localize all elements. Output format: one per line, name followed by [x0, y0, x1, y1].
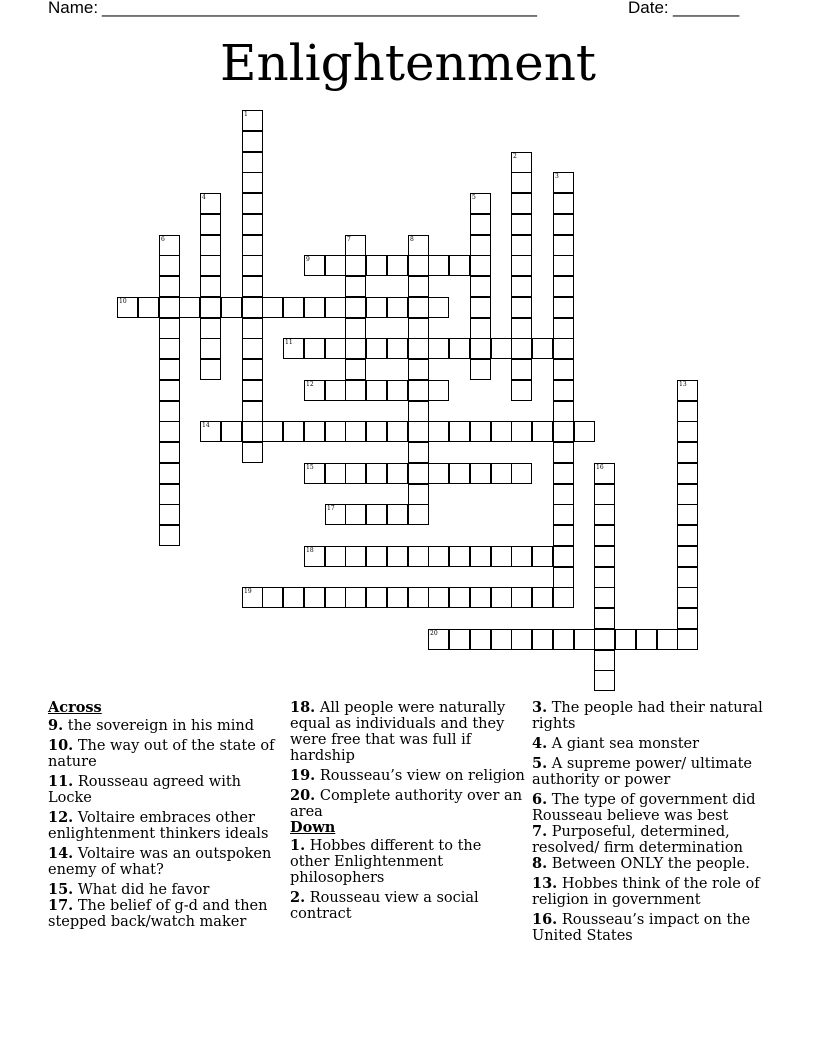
grid-cell[interactable] [553, 297, 574, 318]
clue-number: 19 [244, 588, 252, 595]
grid-cell[interactable] [428, 463, 449, 484]
clue-number: 9 [306, 256, 310, 263]
grid-cell[interactable] [366, 380, 387, 401]
grid-cell[interactable] [325, 338, 346, 359]
clue-down-5: 5. A supreme power/ ultimate authority or power [532, 755, 753, 788]
down-heading: Down [290, 819, 336, 836]
clue-across-14: 14. Voltaire was an outspoken enemy of what? [48, 845, 272, 878]
grid-cell[interactable] [594, 670, 615, 691]
grid-cell[interactable] [242, 276, 263, 297]
across-heading: Across [48, 699, 102, 716]
grid-cell[interactable] [408, 380, 429, 401]
grid-cell[interactable] [553, 255, 574, 276]
grid-cell[interactable] [511, 338, 532, 359]
grid-cell[interactable] [470, 193, 491, 214]
clues-column-3 [532, 700, 772, 948]
clue-down-8: 8. Between ONLY the people. [532, 855, 750, 872]
grid-cell[interactable] [470, 318, 491, 339]
grid-cell[interactable] [242, 297, 263, 318]
grid-cell[interactable] [491, 463, 512, 484]
grid-cell[interactable] [159, 525, 180, 546]
grid-cell[interactable] [428, 380, 449, 401]
clue-number: 17 [327, 505, 335, 512]
grid-cell[interactable] [677, 401, 698, 422]
grid-cell[interactable] [594, 484, 615, 505]
grid-cell[interactable] [677, 504, 698, 525]
grid-cell[interactable] [345, 255, 366, 276]
clue-down-7: 7. Purposeful, determined, resolved/ firm determination [532, 823, 743, 856]
grid-cell[interactable] [159, 338, 180, 359]
grid-cell[interactable] [553, 318, 574, 339]
grid-cell[interactable] [325, 380, 346, 401]
clue-number: 14 [202, 422, 210, 429]
clue-number: 7 [347, 236, 351, 243]
grid-cell[interactable] [449, 629, 470, 650]
grid-cell[interactable] [179, 297, 200, 318]
grid-cell[interactable] [594, 587, 615, 608]
grid-cell[interactable] [449, 463, 470, 484]
grid-cell[interactable] [408, 504, 429, 525]
grid-cell[interactable] [491, 546, 512, 567]
clue-across-17: 17. The belief of g-d and then stepped back/watch maker [48, 897, 268, 930]
clue-number: 5 [472, 194, 476, 201]
grid-cell[interactable] [677, 629, 698, 650]
grid-cell[interactable] [553, 338, 574, 359]
grid-cell[interactable] [511, 235, 532, 256]
grid-cell[interactable] [491, 587, 512, 608]
grid-cell[interactable] [428, 338, 449, 359]
grid-cell[interactable] [242, 380, 263, 401]
grid-cell[interactable] [470, 297, 491, 318]
grid-cell[interactable] [553, 235, 574, 256]
grid-cell[interactable] [511, 359, 532, 380]
grid-cell[interactable] [200, 214, 221, 235]
grid-cell[interactable] [200, 359, 221, 380]
clue-number: 18 [306, 547, 314, 554]
grid-cell[interactable] [449, 255, 470, 276]
clues-column-1 [48, 700, 280, 934]
grid-cell[interactable] [553, 276, 574, 297]
grid-cell[interactable] [242, 587, 263, 608]
grid-cell[interactable] [345, 297, 366, 318]
grid-cell[interactable] [408, 442, 429, 463]
grid-cell[interactable] [408, 318, 429, 339]
grid-cell[interactable] [677, 421, 698, 442]
grid-cell[interactable] [553, 193, 574, 214]
grid-cell[interactable] [428, 629, 449, 650]
grid-cell[interactable] [200, 297, 221, 318]
clue-down-6: 6. The type of government did Rousseau believe was best [532, 791, 756, 824]
grid-cell[interactable] [470, 629, 491, 650]
grid-cell[interactable] [511, 297, 532, 318]
grid-cell[interactable] [677, 442, 698, 463]
grid-cell[interactable] [553, 421, 574, 442]
grid-cell[interactable] [221, 421, 242, 442]
grid-cell[interactable] [553, 587, 574, 608]
clue-down-2: 2. Rousseau view a social contract [290, 889, 479, 922]
grid-cell[interactable] [677, 380, 698, 401]
grid-cell[interactable] [304, 255, 325, 276]
grid-cell[interactable] [408, 359, 429, 380]
grid-cell[interactable] [511, 152, 532, 173]
page-title: Enlightenment [219, 34, 597, 92]
grid-cell[interactable] [242, 110, 263, 131]
grid-cell[interactable] [304, 338, 325, 359]
grid-cell[interactable] [677, 525, 698, 546]
grid-cell[interactable] [511, 318, 532, 339]
grid-cell[interactable] [470, 587, 491, 608]
grid-cell[interactable] [345, 463, 366, 484]
grid-cell[interactable] [242, 318, 263, 339]
grid-cell[interactable] [408, 546, 429, 567]
grid-cell[interactable] [283, 421, 304, 442]
grid-cell[interactable] [283, 587, 304, 608]
clue-number: 10 [119, 298, 127, 305]
clue-across-20: 20. Complete authority over an area [290, 787, 523, 820]
grid-cell[interactable] [677, 608, 698, 629]
grid-cell[interactable] [159, 442, 180, 463]
grid-cell[interactable] [491, 421, 512, 442]
grid-cell[interactable] [387, 380, 408, 401]
grid-cell[interactable] [553, 546, 574, 567]
grid-cell[interactable] [200, 318, 221, 339]
grid-cell[interactable] [159, 318, 180, 339]
header [48, 0, 748, 20]
grid-cell[interactable] [470, 235, 491, 256]
grid-cell[interactable] [159, 421, 180, 442]
grid-cell[interactable] [594, 504, 615, 525]
grid-cell[interactable] [594, 608, 615, 629]
grid-cell[interactable] [304, 297, 325, 318]
grid-cell[interactable] [491, 338, 512, 359]
grid-cell[interactable] [408, 421, 429, 442]
grid-cell[interactable] [242, 442, 263, 463]
grid-cell[interactable] [325, 255, 346, 276]
grid-cell[interactable] [387, 255, 408, 276]
grid-cell[interactable] [387, 546, 408, 567]
grid-cell[interactable] [553, 172, 574, 193]
grid-cell[interactable] [200, 235, 221, 256]
grid-cell[interactable] [553, 359, 574, 380]
grid-cell[interactable] [159, 380, 180, 401]
grid-cell[interactable] [408, 235, 429, 256]
grid-cell[interactable] [366, 255, 387, 276]
grid-cell[interactable] [159, 401, 180, 422]
grid-cell[interactable] [511, 546, 532, 567]
grid-cell[interactable] [366, 297, 387, 318]
grid-cell[interactable] [553, 525, 574, 546]
grid-cell[interactable] [553, 463, 574, 484]
grid-cell[interactable] [345, 338, 366, 359]
name-field[interactable]: ______________________________________________ [102, 0, 537, 17]
grid-cell[interactable] [325, 587, 346, 608]
clue-across-10: 10. The way out of the state of nature [48, 737, 275, 770]
grid-cell[interactable] [345, 276, 366, 297]
grid-cell[interactable] [470, 463, 491, 484]
grid-cell[interactable] [408, 463, 429, 484]
grid-cell[interactable] [408, 276, 429, 297]
grid-cell[interactable] [449, 546, 470, 567]
grid-cell[interactable] [594, 629, 615, 650]
grid-cell[interactable] [408, 587, 429, 608]
grid-cell[interactable] [532, 546, 553, 567]
clue-number: 12 [306, 381, 314, 388]
grid-cell[interactable] [594, 525, 615, 546]
grid-cell[interactable] [117, 297, 138, 318]
grid-cell[interactable] [159, 463, 180, 484]
clue-down-16: 16. Rousseau’s impact on the United States [532, 911, 751, 944]
grid-cell[interactable] [553, 484, 574, 505]
grid-cell[interactable] [470, 255, 491, 276]
grid-cell[interactable] [387, 297, 408, 318]
grid-cell[interactable] [532, 338, 553, 359]
clue-number: 13 [679, 381, 687, 388]
grid-cell[interactable] [387, 338, 408, 359]
grid-cell[interactable] [242, 359, 263, 380]
grid-cell[interactable] [242, 172, 263, 193]
grid-cell[interactable] [304, 421, 325, 442]
grid-cell[interactable] [200, 255, 221, 276]
clue-number: 4 [202, 194, 206, 201]
clue-number: 6 [161, 236, 165, 243]
grid-cell[interactable] [428, 546, 449, 567]
date-field[interactable]: _______ [673, 0, 740, 17]
grid-cell[interactable] [387, 463, 408, 484]
grid-cell[interactable] [366, 463, 387, 484]
clue-number: 16 [596, 464, 604, 471]
grid-cell[interactable] [345, 504, 366, 525]
clue-number: 15 [306, 464, 314, 471]
clue-across-19: 19. Rousseau’s view on religion [290, 767, 525, 784]
grid-cell[interactable] [242, 421, 263, 442]
grid-cell[interactable] [325, 546, 346, 567]
grid-cell[interactable] [345, 359, 366, 380]
grid-cell[interactable] [636, 629, 657, 650]
grid-cell[interactable] [387, 421, 408, 442]
grid-cell[interactable] [574, 629, 595, 650]
date-label: Date: [628, 0, 669, 17]
grid-cell[interactable] [532, 587, 553, 608]
grid-cell[interactable] [553, 629, 574, 650]
clue-across-12: 12. Voltaire embraces other enlightenment thinkers ideals [48, 809, 269, 842]
grid-cell[interactable] [304, 587, 325, 608]
clue-across-9: 9. the sovereign in his mind [48, 717, 255, 734]
grid-cell[interactable] [470, 214, 491, 235]
grid-cell[interactable] [677, 484, 698, 505]
grid-cell[interactable] [511, 629, 532, 650]
grid-cell[interactable] [242, 401, 263, 422]
grid-cell[interactable] [304, 463, 325, 484]
grid-cell[interactable] [345, 235, 366, 256]
grid-cell[interactable] [428, 255, 449, 276]
grid-cell[interactable] [159, 255, 180, 276]
grid-cell[interactable] [553, 401, 574, 422]
grid-cell[interactable] [325, 463, 346, 484]
grid-cell[interactable] [242, 152, 263, 173]
grid-cell[interactable] [428, 297, 449, 318]
grid-cell[interactable] [366, 504, 387, 525]
grid-cell[interactable] [159, 297, 180, 318]
grid-cell[interactable] [242, 193, 263, 214]
grid-cell[interactable] [200, 338, 221, 359]
grid-cell[interactable] [366, 421, 387, 442]
grid-cell[interactable] [366, 338, 387, 359]
clue-down-4: 4. A giant sea monster [532, 735, 700, 752]
grid-cell[interactable] [366, 546, 387, 567]
grid-cell[interactable] [470, 276, 491, 297]
grid-cell[interactable] [345, 318, 366, 339]
grid-cell[interactable] [428, 587, 449, 608]
grid-cell[interactable] [470, 359, 491, 380]
clues-column-2 [290, 700, 525, 926]
grid-cell[interactable] [657, 629, 678, 650]
grid-cell[interactable] [242, 131, 263, 152]
grid-cell[interactable] [470, 338, 491, 359]
clue-number: 20 [430, 630, 438, 637]
grid-cell[interactable] [449, 338, 470, 359]
grid-cell[interactable] [511, 172, 532, 193]
clue-down-3: 3. The people had their natural rights [532, 699, 763, 732]
grid-cell[interactable] [325, 421, 346, 442]
grid-cell[interactable] [677, 546, 698, 567]
grid-cell[interactable] [387, 504, 408, 525]
grid-cell[interactable] [304, 546, 325, 567]
grid-cell[interactable] [408, 484, 429, 505]
clue-down-1: 1. Hobbes different to the other Enlightenment philosophers [290, 837, 482, 886]
grid-cell[interactable] [532, 629, 553, 650]
name-label: Name: [48, 0, 99, 17]
grid-cell[interactable] [325, 504, 346, 525]
grid-cell[interactable] [200, 193, 221, 214]
grid-cell[interactable] [345, 421, 366, 442]
grid-cell[interactable] [408, 255, 429, 276]
grid-cell[interactable] [449, 421, 470, 442]
grid-cell[interactable] [594, 650, 615, 671]
grid-cell[interactable] [345, 587, 366, 608]
grid-cell[interactable] [159, 484, 180, 505]
grid-cell[interactable] [553, 504, 574, 525]
grid-cell[interactable] [449, 587, 470, 608]
grid-cell[interactable] [594, 567, 615, 588]
grid-cell[interactable] [304, 380, 325, 401]
grid-cell[interactable] [200, 421, 221, 442]
clue-number: 8 [410, 236, 414, 243]
grid-cell[interactable] [283, 297, 304, 318]
clue-number: 1 [244, 111, 248, 118]
grid-cell[interactable] [615, 629, 636, 650]
clue-across-11: 11. Rousseau agreed with Locke [48, 773, 242, 806]
grid-cell[interactable] [511, 463, 532, 484]
grid-cell[interactable] [553, 567, 574, 588]
grid-cell[interactable] [345, 380, 366, 401]
grid-cell[interactable] [511, 214, 532, 235]
grid-cell[interactable] [242, 214, 263, 235]
grid-cell[interactable] [345, 546, 366, 567]
clue-number: 3 [555, 173, 559, 180]
grid-cell[interactable] [553, 442, 574, 463]
grid-cell[interactable] [511, 587, 532, 608]
grid-cell[interactable] [574, 421, 595, 442]
grid-cell[interactable] [159, 504, 180, 525]
grid-cell[interactable] [511, 421, 532, 442]
grid-cell[interactable] [470, 546, 491, 567]
clue-across-15: 15. What did he favor [48, 881, 210, 898]
grid-cell[interactable] [325, 297, 346, 318]
grid-cell[interactable] [511, 380, 532, 401]
clue-across-18: 18. All people were naturally equal as individuals and they were free that was full if hardship [290, 699, 506, 764]
clue-number: 11 [285, 339, 293, 346]
grid-cell[interactable] [366, 587, 387, 608]
grid-cell[interactable] [511, 276, 532, 297]
grid-cell[interactable] [408, 297, 429, 318]
grid-cell[interactable] [408, 338, 429, 359]
grid-cell[interactable] [553, 380, 574, 401]
grid-cell[interactable] [677, 587, 698, 608]
grid-cell[interactable] [242, 255, 263, 276]
grid-cell[interactable] [221, 297, 242, 318]
grid-cell[interactable] [262, 297, 283, 318]
grid-cell[interactable] [242, 235, 263, 256]
grid-cell[interactable] [159, 235, 180, 256]
grid-cell[interactable] [159, 359, 180, 380]
grid-cell[interactable] [511, 255, 532, 276]
grid-cell[interactable] [511, 193, 532, 214]
clue-number: 2 [513, 153, 517, 160]
grid-cell[interactable] [594, 546, 615, 567]
grid-cell[interactable] [408, 401, 429, 422]
grid-cell[interactable] [159, 276, 180, 297]
grid-cell[interactable] [262, 421, 283, 442]
clue-down-13: 13. Hobbes think of the role of religion in government [532, 875, 760, 908]
grid-cell[interactable] [677, 567, 698, 588]
grid-cell[interactable] [470, 421, 491, 442]
grid-cell[interactable] [242, 338, 263, 359]
grid-cell[interactable] [491, 629, 512, 650]
grid-cell[interactable] [677, 463, 698, 484]
grid-cell[interactable] [532, 421, 553, 442]
grid-cell[interactable] [262, 587, 283, 608]
grid-cell[interactable] [553, 214, 574, 235]
grid-cell[interactable] [283, 338, 304, 359]
grid-cell[interactable] [200, 276, 221, 297]
grid-cell[interactable] [428, 421, 449, 442]
grid-cell[interactable] [138, 297, 159, 318]
grid-cell[interactable] [594, 463, 615, 484]
grid-cell[interactable] [387, 587, 408, 608]
